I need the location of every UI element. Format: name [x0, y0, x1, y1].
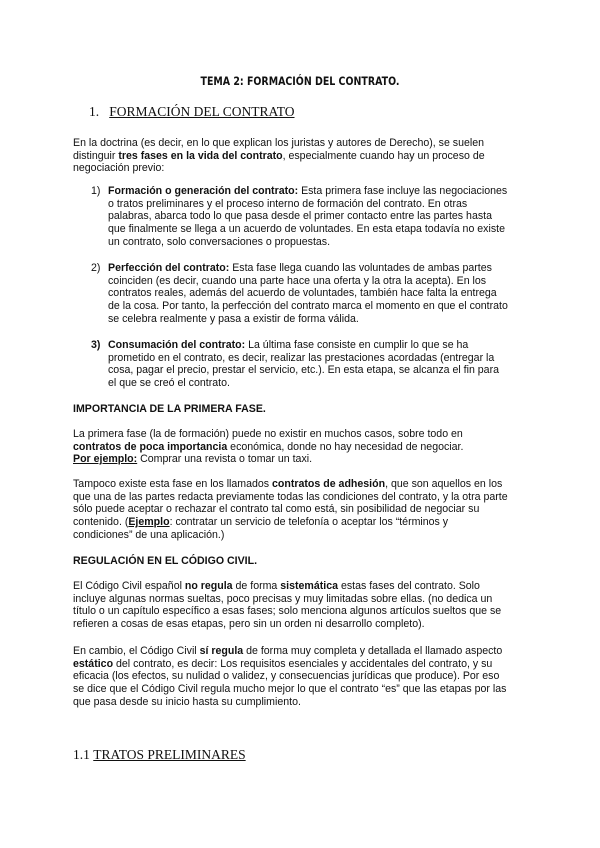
importancia-paragraph-1 — [73, 428, 533, 466]
section-heading-1 — [89, 104, 295, 120]
text-line: se celebra realmente y pasa a existir de forma válida. — [108, 312, 359, 325]
text-line: o tratos preliminares y el proceso interno de formación del contrato. En otras — [108, 197, 468, 210]
text-line: En cambio, el Código Civil sí regula de forma muy completa y detallada el llamado aspecto — [73, 645, 503, 657]
text-line: coinciden (es decir, cuando una parte hace una oferta y la otra la acepta). En los — [108, 274, 487, 287]
text-line: incluye algunas normas sueltas, poco precisas y muy limitadas sobre ellas. (no dedica un — [73, 592, 493, 605]
list-number: 3) — [91, 339, 101, 351]
heading-regulacion: REGULACIÓN EN EL CÓDIGO CIVIL. — [73, 555, 258, 567]
text-line: estático del contrato, es decir: Los requisitos esenciales y accidentales del contrato, y su — [73, 657, 493, 670]
text-line: prometido en el contrato, es decir, realizar las prestaciones acordadas (entregar la — [108, 351, 495, 364]
text-line: Por ejemplo: Comprar una revista o tomar un taxi. — [73, 453, 313, 466]
text-line: refieren a cosas de esas etapas, pero sin un orden ni desarrollo completo). — [73, 618, 425, 631]
text-line: contenido. (Ejemplo: contratar un servicio de telefonía o aceptar los “términos y — [73, 516, 449, 529]
text-line: En la doctrina (es decir, en lo que explican los juristas y autores de Derecho), se suelen — [73, 137, 485, 149]
text-line: de la cosa. Por tanto, la perfección del contrato marca el momento en que el contrato — [108, 300, 508, 313]
text-line: condiciones” de una aplicación.) — [73, 528, 225, 541]
text-line: Formación o generación del contrato: Esta primera fase incluye las negociaciones — [108, 185, 508, 197]
list-number: 2) — [91, 262, 101, 274]
text-line: El Código Civil español no regula de forma sistemática estas fases del contrato. Solo — [73, 580, 480, 592]
section-heading-1-1 — [73, 747, 246, 763]
section-number: 1. — [89, 104, 100, 119]
regulacion-paragraph-2 — [73, 645, 533, 709]
section-label: FORMACIÓN DEL CONTRATO — [109, 104, 295, 119]
text-line: un contrato, solo conversaciones o propuestas. — [108, 235, 331, 248]
section-number: 1.1 — [73, 747, 90, 762]
text-line: Perfección del contrato: Esta fase llega cuando las voluntades de ambas partes — [108, 262, 492, 274]
text-line: La primera fase (la de formación) puede no existir en muchos casos, sobre todo en — [73, 428, 463, 440]
text-line: eficacia (los efectos, su nulidad o validez, y consecuencias jurídicas que produce). Por eso — [73, 670, 500, 683]
text-line: Consumación del contrato: La última fase consiste en cumplir lo que se ha — [108, 339, 469, 351]
intro-paragraph — [73, 137, 533, 175]
section-label: TRATOS PRELIMINARES — [93, 747, 246, 762]
text-line: palabras, abarca todo lo que pasa desde el primer contacto entre las partes hasta — [108, 210, 492, 223]
regulacion-paragraph-1 — [73, 580, 533, 631]
text-line: que finalmente se llega a un acuerdo de voluntades. En esta etapa todavía no existe — [108, 223, 505, 236]
text-line: sólo puede aceptar o rechazar el contrato tal como está, sin posibilidad de negociar su — [73, 503, 480, 516]
text-line: distinguir tres fases en la vida del contrato, especialmente cuando hay un proceso de — [73, 149, 485, 162]
text-line: que pasa desde su inicio hasta su cumplimiento. — [73, 695, 301, 708]
text-line: contratos de poca importancia económica, donde no hay necesidad de negociar. — [73, 440, 464, 453]
text-line: el que se creó el contrato. — [108, 377, 230, 390]
list-number: 1) — [91, 185, 101, 197]
heading-importancia: IMPORTANCIA DE LA PRIMERA FASE. — [73, 403, 266, 415]
text-line: título o un capítulo específico a esas fases; solo menciona algunos artículos sueltos que se — [73, 605, 502, 618]
text-line: se dice que el Código Civil regula mucho mejor lo que el contrato “es” que las etapas por las — [73, 683, 507, 696]
importancia-paragraph-2 — [73, 478, 533, 542]
document-title: TEMA 2: FORMACIÓN DEL CONTRATO. — [200, 74, 400, 88]
text-line: cosa, pagar el precio, prestar el servicio, etc.). En esta etapa, se alcanza el fin para — [108, 364, 499, 377]
text-line: que una de las partes redacta previamente todas las condiciones del contrato, y la otra parte — [73, 490, 508, 503]
text-line: Tampoco existe esta fase en los llamados contratos de adhesión, que son aquellos en los — [73, 478, 503, 490]
text-line: negociación previo: — [73, 162, 165, 175]
text-line: contratos reales, además del acuerdo de voluntades, también hace falta la entrega — [108, 287, 497, 300]
